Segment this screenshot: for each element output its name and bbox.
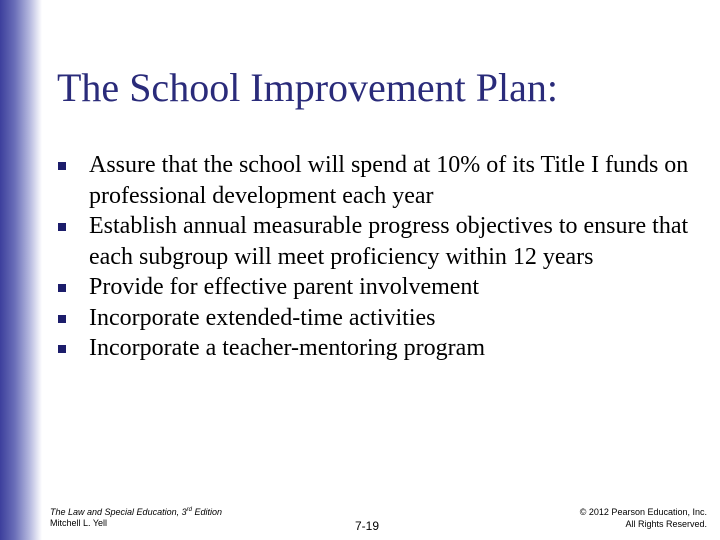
left-decorative-gradient-bar bbox=[0, 0, 42, 540]
bullet-item bbox=[55, 150, 705, 211]
footer-book-citation bbox=[50, 507, 222, 529]
square-bullet-icon bbox=[55, 211, 89, 241]
footer-author: Mitchell L. Yell bbox=[50, 518, 108, 528]
footer-edition-suffix: rd bbox=[186, 507, 192, 513]
slide-title: The School Improvement Plan: bbox=[57, 65, 559, 110]
bullet-list bbox=[55, 150, 705, 364]
bullet-text: Provide for effective parent involvement bbox=[89, 274, 480, 300]
bullet-item bbox=[55, 272, 705, 303]
footer-book-title-line bbox=[50, 507, 222, 518]
square-bullet-icon bbox=[55, 272, 89, 302]
bullet-text: Assure that the school will spend at 10% of its Title I funds on professional development each year bbox=[89, 152, 689, 209]
bullet-item bbox=[55, 333, 705, 364]
copyright-line: © 2012 Pearson Education, Inc. bbox=[579, 507, 707, 517]
page-number: 7-19 bbox=[355, 519, 380, 533]
footer-book-title: The Law and Special Education, 3 bbox=[50, 507, 187, 517]
footer-copyright bbox=[580, 506, 707, 530]
rights-line: All Rights Reserved. bbox=[625, 519, 707, 529]
square-bullet-icon bbox=[55, 303, 89, 333]
footer-edition-word: Edition bbox=[191, 507, 222, 517]
bullet-item bbox=[55, 211, 705, 272]
square-bullet-icon bbox=[55, 333, 89, 363]
bullet-text: Establish annual measurable progress objectives to ensure that each subgroup will meet proficiency within 12 years bbox=[89, 213, 689, 270]
bullet-text: Incorporate extended-time activities bbox=[89, 304, 436, 331]
bullet-text: Incorporate a teacher-mentoring program bbox=[89, 335, 485, 361]
bullet-item bbox=[55, 303, 705, 334]
square-bullet-icon bbox=[55, 150, 89, 180]
